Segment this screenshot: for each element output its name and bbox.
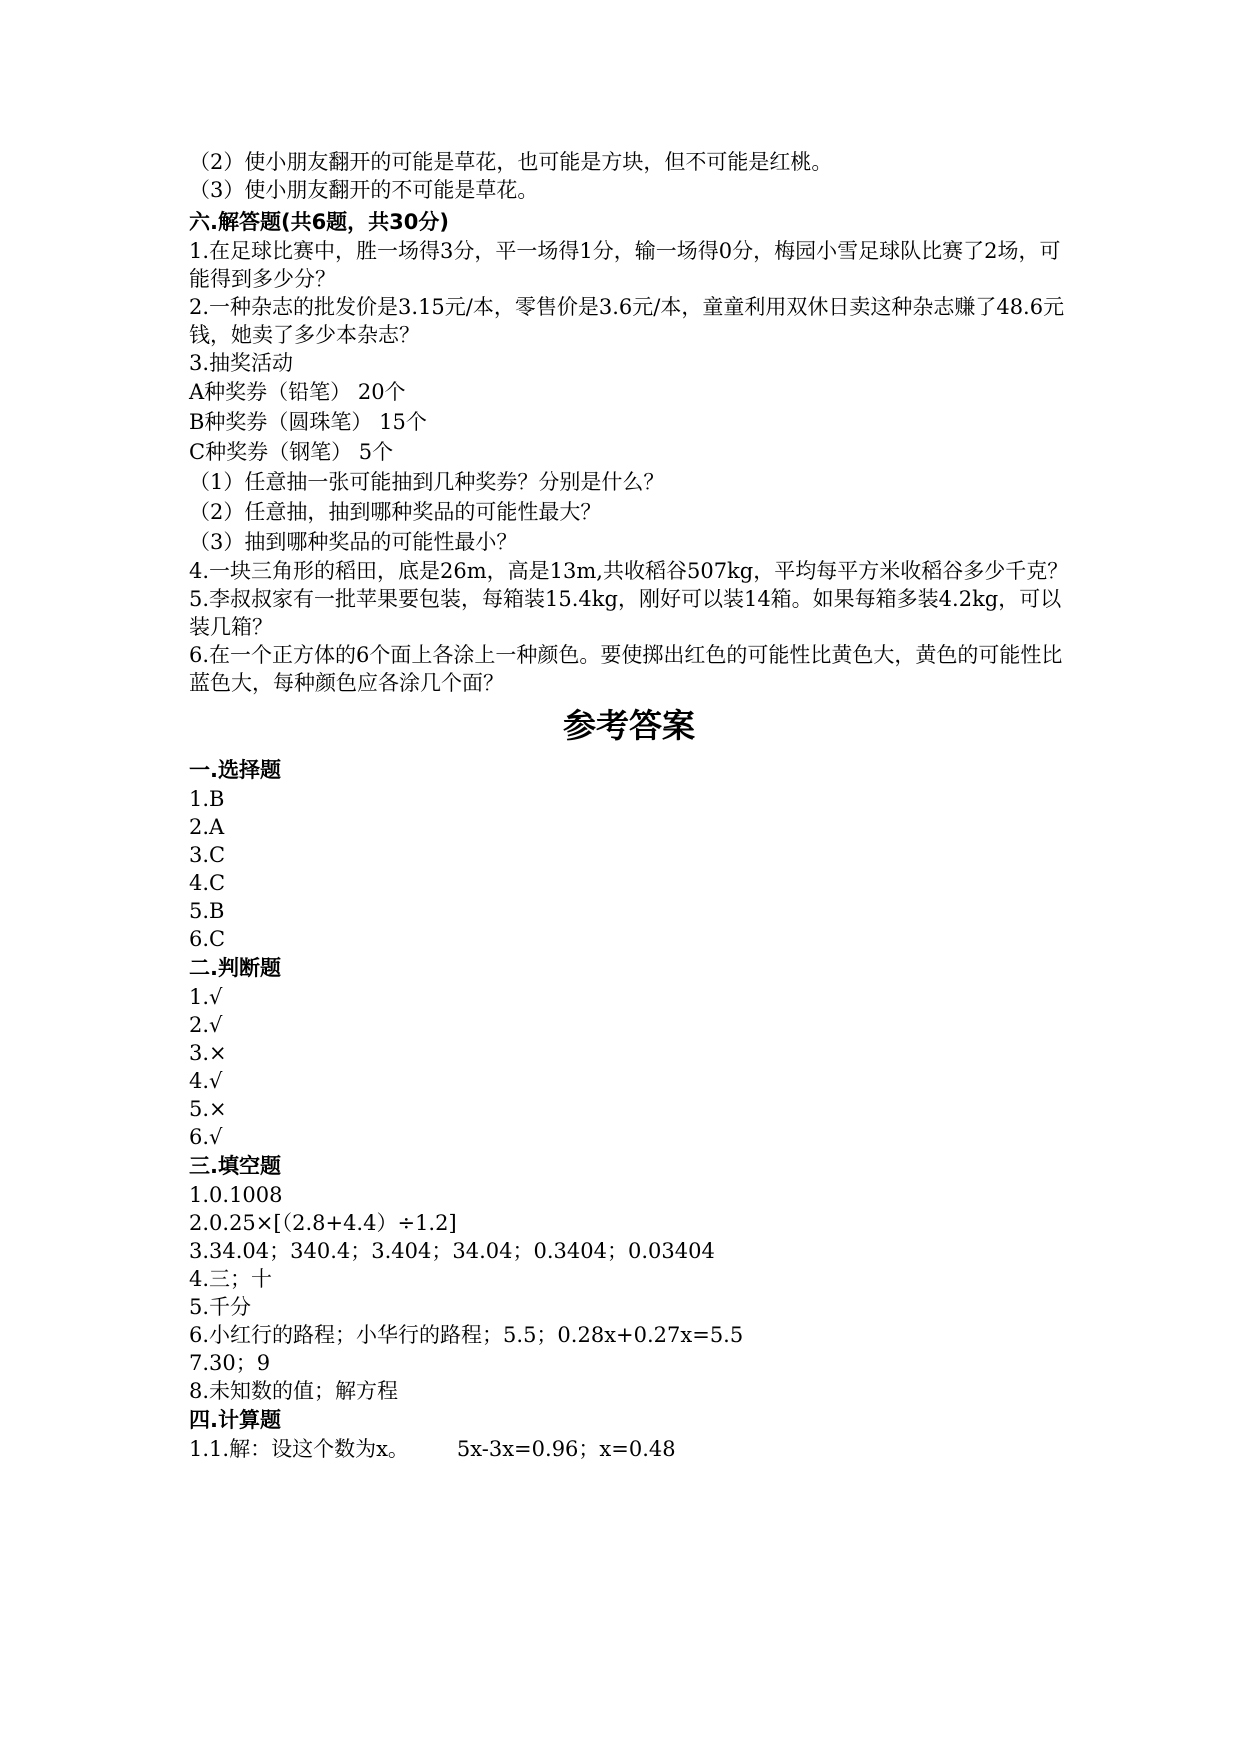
answer-key-title: 参考答案 xyxy=(563,706,695,745)
question-3-sub-3: （3）抽到哪种奖品的可能性最小？ xyxy=(189,530,518,554)
answers-section2-item: 2.√ xyxy=(189,1013,223,1037)
answers-section3-item: 1.0.1008 xyxy=(189,1183,283,1207)
section6-question-4: 4.一块三角形的稻田，底是26m，高是13m,共收稻谷507kg，平均每平方米收稻谷多少千克？ xyxy=(189,559,1069,583)
answers-section2-item: 3.× xyxy=(189,1041,227,1065)
answers-section2-heading: 二.判断题 xyxy=(189,956,281,980)
section6-question-5: 5.李叔叔家有一批苹果要包装，每箱装15.4kg，刚好可以装14箱。如果每箱多装4.2kg，可以装几箱？ xyxy=(189,587,1062,639)
answers-section4-heading: 四.计算题 xyxy=(189,1408,281,1432)
answers-section2-item: 5.× xyxy=(189,1097,227,1121)
question-3-sub-1: （1）任意抽一张可能抽到几种奖券？分别是什么？ xyxy=(189,470,665,494)
continued-item-2: （2）使小朋友翻开的可能是草花，也可能是方块，但不可能是红桃。 xyxy=(189,150,833,174)
prize-b-line: B种奖券（圆珠笔） 15个 xyxy=(189,410,427,434)
answers-section2-item: 1.√ xyxy=(189,985,223,1009)
section6-question-6: 6.在一个正方体的6个面上各涂上一种颜色。要使掷出红色的可能性比黄色大，黄色的可能性比蓝色大，每种颜色应各涂几个面？ xyxy=(189,643,1063,695)
answers-section3-item: 6.小红行的路程；小华行的路程；5.5；0.28x+0.27x=5.5 xyxy=(189,1323,744,1347)
section6-question-3-title: 3.抽奖活动 xyxy=(189,351,294,375)
answers-section4-item-1-prefix: 1.1.解：设这个数为x。 xyxy=(189,1437,409,1461)
prize-c-line: C种奖券（钢笔） 5个 xyxy=(189,440,394,464)
section6-heading: 六.解答题(共6题，共30分) xyxy=(189,210,450,234)
answers-section1-item: 5.B xyxy=(189,899,225,923)
answers-section1-item: 4.C xyxy=(189,871,226,895)
answers-section3-item: 3.34.04；340.4；3.404；34.04；0.3404；0.03404 xyxy=(189,1239,715,1263)
question-3-sub-2: （2）任意抽，抽到哪种奖品的可能性最大？ xyxy=(189,500,602,524)
answers-section1-heading: 一.选择题 xyxy=(189,758,281,782)
section6-question-1: 1.在足球比赛中，胜一场得3分，平一场得1分，输一场得0分，梅园小雪足球队比赛了2场，可能得到多少分？ xyxy=(189,239,1061,291)
answers-section3-item: 4.三；十 xyxy=(189,1267,273,1291)
answers-section3-item: 8.未知数的值；解方程 xyxy=(189,1379,399,1403)
continued-item-3: （3）使小朋友翻开的不可能是草花。 xyxy=(189,178,539,202)
prize-a-line: A种奖券（铅笔） 20个 xyxy=(189,380,406,404)
answers-section2-item: 6.√ xyxy=(189,1125,223,1149)
answers-section1-item: 1.B xyxy=(189,787,225,811)
section6-question-2: 2.一种杂志的批发价是3.15元/本，零售价是3.6元/本，童童利用双休日卖这种杂志赚了48.6元钱，她卖了多少本杂志？ xyxy=(189,295,1065,347)
answers-section3-heading: 三.填空题 xyxy=(189,1154,281,1178)
answers-section4-item-1 xyxy=(189,1435,1069,1463)
answers-section3-item: 7.30；9 xyxy=(189,1351,271,1375)
answers-section1-item: 6.C xyxy=(189,927,226,951)
answers-section1-item: 2.A xyxy=(189,815,225,839)
answers-section1-item: 3.C xyxy=(189,843,226,867)
answers-section2-item: 4.√ xyxy=(189,1069,223,1093)
answers-section3-item: 5.千分 xyxy=(189,1295,252,1319)
answers-section3-item: 2.0.25×[（2.8+4.4）÷1.2] xyxy=(189,1211,457,1235)
answers-section4-item-1-equation: 5x-3x=0.96；x=0.48 xyxy=(456,1437,676,1461)
document-page xyxy=(189,148,1069,1463)
